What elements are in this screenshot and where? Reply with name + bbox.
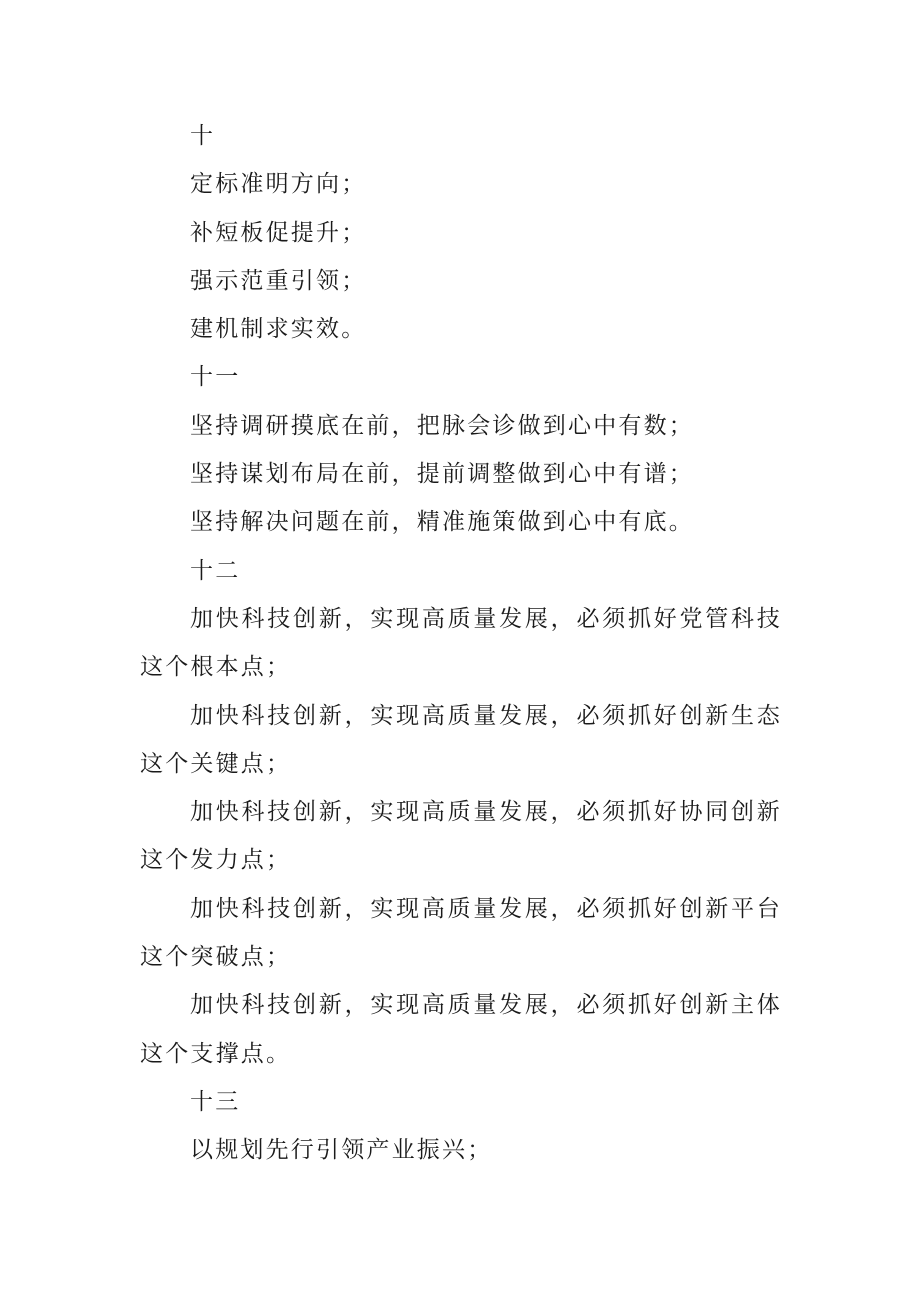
paragraph: 加快科技创新，实现高质量发展，必须抓好创新主体这个支撑点。	[140, 992, 782, 1067]
paragraph: 加快科技创新，实现高质量发展，必须抓好创新生态这个关键点；	[140, 702, 782, 777]
paragraph: 建机制求实效。	[190, 316, 367, 343]
section-heading: 十一	[190, 364, 241, 391]
paragraph: 坚持谋划布局在前，提前调整做到心中有谱；	[190, 461, 694, 488]
paragraph: 以规划先行引领产业振兴；	[190, 1137, 493, 1164]
paragraph: 坚持解决问题在前，精准施策做到心中有底。	[190, 509, 694, 536]
paragraph: 加快科技创新，实现高质量发展，必须抓好协同创新这个发力点；	[140, 799, 782, 874]
paragraph: 补短板促提升；	[190, 219, 367, 246]
document-body	[140, 112, 782, 1175]
paragraph: 加快科技创新，实现高质量发展，必须抓好创新平台这个突破点；	[140, 895, 782, 971]
section-heading: 十二	[190, 557, 241, 584]
paragraph: 坚持调研摸底在前，把脉会诊做到心中有数；	[190, 412, 694, 439]
section-heading: 十	[190, 123, 216, 149]
paragraph: 强示范重引领；	[190, 267, 367, 294]
section-heading: 十三	[190, 1088, 241, 1115]
paragraph: 加快科技创新，实现高质量发展，必须抓好党管科技这个根本点；	[140, 605, 782, 681]
paragraph: 定标准明方向；	[190, 171, 367, 198]
